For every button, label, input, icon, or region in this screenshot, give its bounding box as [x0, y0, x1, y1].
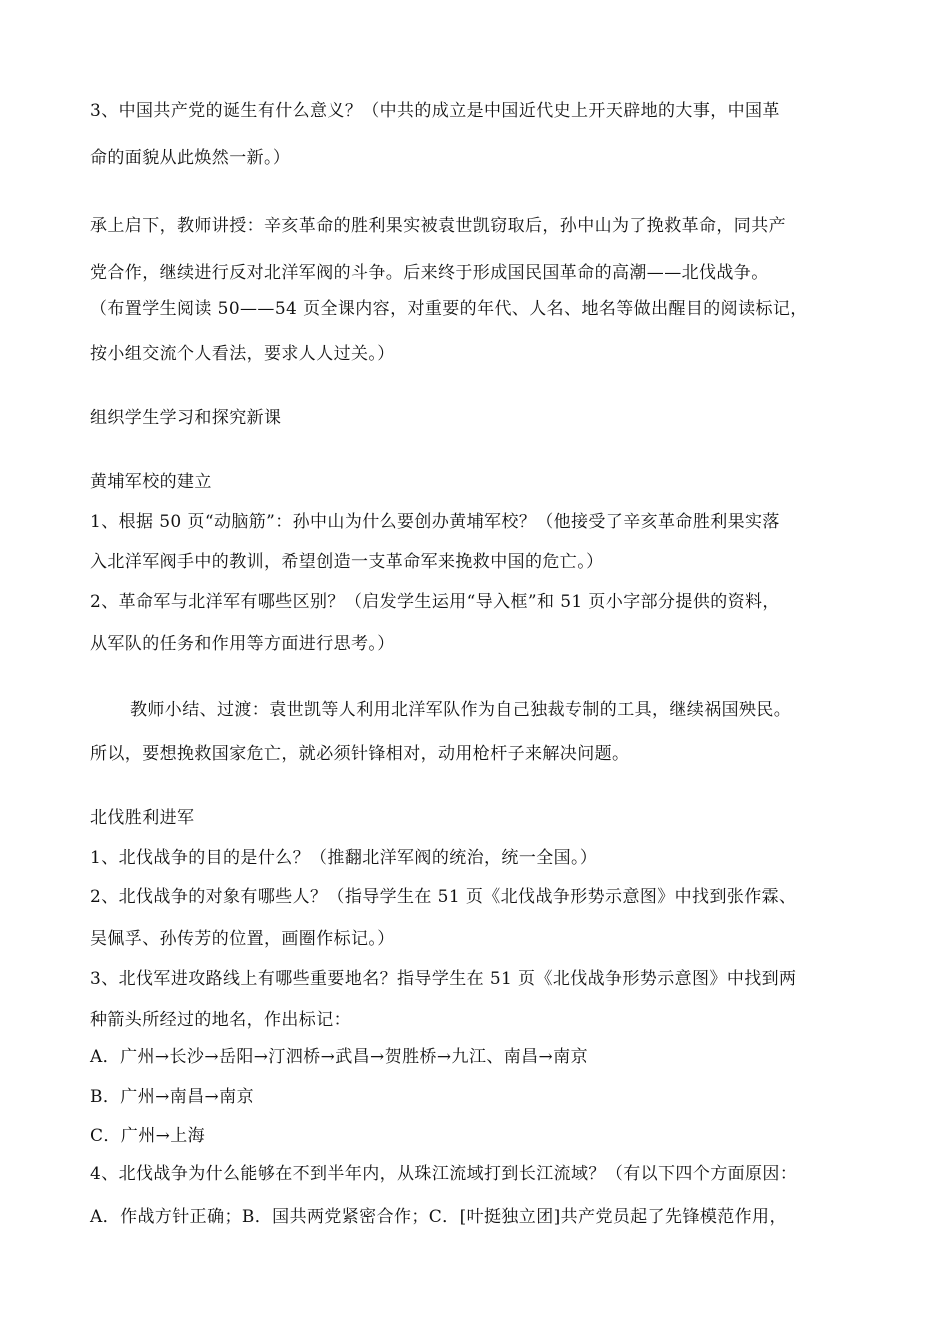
question-3-line-2: 命的面貌从此焕然一新。） [90, 148, 291, 168]
section-heading-organize: 组织学生学习和探究新课 [90, 408, 282, 428]
teacher-summary-line-1: 教师小结、过渡：袁世凯等人利用北洋军队作为自己独裁专制的工具，继续祸国殃民。 [130, 700, 792, 720]
question-3-line-1: 3、中国共产党的诞生有什么意义？（中共的成立是中国近代史上开天辟地的大事，中国革 [90, 101, 780, 121]
transition-paragraph-line-3: （布置学生阅读 50——54 页全课内容，对重要的年代、人名、地名等做出醒目的阅读标记， [90, 299, 808, 319]
route-c: C．广州→上海 [90, 1126, 206, 1146]
expedition-question-3-line-2: 种箭头所经过的地名，作出标记： [90, 1010, 351, 1030]
route-a: A．广州→长沙→岳阳→汀泗桥→武昌→贺胜桥→九江、南昌→南京 [90, 1047, 588, 1067]
transition-paragraph-line-4: 按小组交流个人看法，要求人人过关。） [90, 344, 395, 364]
whampoa-question-2-line-1: 2、革命军与北洋军有哪些区别？（启发学生运用“导入框”和 51 页小字部分提供的资料， [90, 592, 780, 612]
section-heading-northern-expedition: 北伐胜利进军 [90, 808, 195, 828]
whampoa-question-1-line-2: 入北洋军阀手中的教训，希望创造一支革命军来挽救中国的危亡。） [90, 552, 604, 572]
whampoa-question-1-line-1: 1、根据 50 页“动脑筋”：孙中山为什么要创办黄埔军校？（他接受了辛亥革命胜利果实落 [90, 512, 780, 532]
expedition-question-3-line-1: 3、北伐军进攻路线上有哪些重要地名？指导学生在 51 页《北伐战争形势示意图》中找到两 [90, 969, 797, 989]
transition-paragraph-line-1: 承上启下，教师讲授：辛亥革命的胜利果实被袁世凯窃取后，孙中山为了挽救革命，同共产 [90, 216, 786, 236]
transition-paragraph-line-2: 党合作，继续进行反对北洋军阀的斗争。后来终于形成国民国革命的高潮——北伐战争。 [90, 263, 769, 283]
teacher-summary-line-2: 所以，要想挽救国家危亡，就必须针锋相对，动用枪杆子来解决问题。 [90, 744, 630, 764]
route-b: B．广州→南昌→南京 [90, 1087, 254, 1107]
expedition-question-4-line-2: A．作战方针正确；B．国共两党紧密合作；C．[叶挺独立团]共产党员起了先锋模范作用， [90, 1207, 787, 1227]
expedition-question-2-line-2: 吴佩孚、孙传芳的位置，画圈作标记。） [90, 929, 395, 949]
expedition-question-1: 1、北伐战争的目的是什么？（推翻北洋军阀的统治，统一全国。） [90, 848, 598, 868]
section-heading-whampoa: 黄埔军校的建立 [90, 472, 212, 492]
expedition-question-4-line-1: 4、北伐战争为什么能够在不到半年内，从珠江流域打到长江流域？（有以下四个方面原因： [90, 1164, 798, 1184]
whampoa-question-2-line-2: 从军队的任务和作用等方面进行思考。） [90, 634, 395, 654]
expedition-question-2-line-1: 2、北伐战争的对象有哪些人？（指导学生在 51 页《北伐战争形势示意图》中找到张作霖、 [90, 887, 797, 907]
